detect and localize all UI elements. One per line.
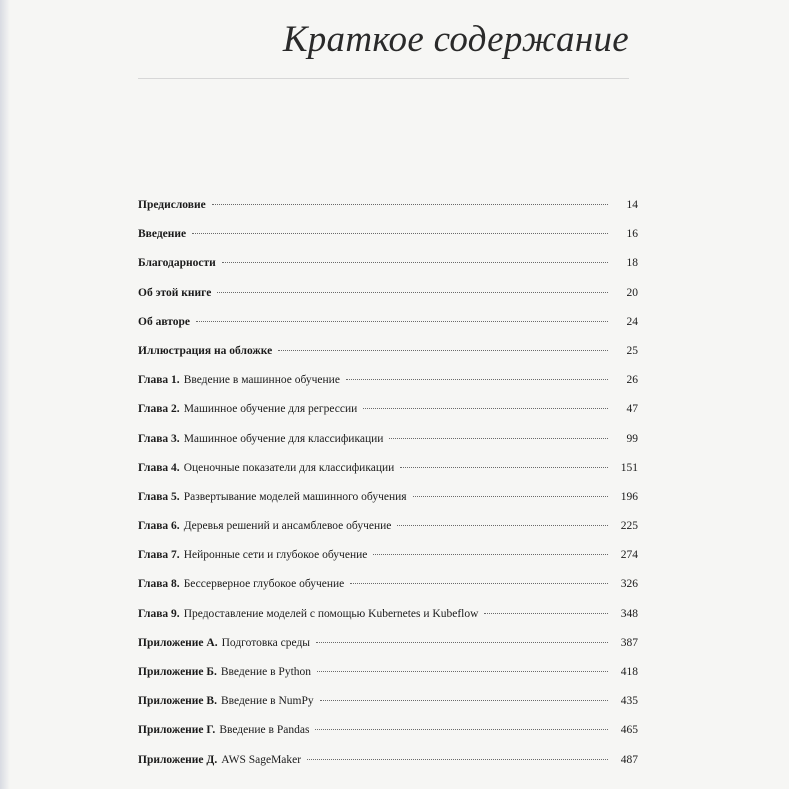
toc-entry-title (138, 191, 206, 220)
dot-leader (397, 525, 608, 526)
toc-entry (138, 220, 638, 249)
toc-entry-title (138, 629, 310, 658)
dot-leader (316, 642, 608, 643)
toc-entry-title (138, 512, 391, 541)
toc-page-number: 24 (626, 315, 638, 328)
toc-entry-label: Подготовка среды (221, 636, 311, 649)
table-of-contents (138, 191, 638, 775)
toc-page-number: 435 (620, 695, 638, 708)
toc-page-number: 387 (620, 636, 638, 649)
toc-page-number: 16 (626, 228, 638, 241)
dot-leader (484, 613, 608, 614)
toc-entry-title (138, 570, 344, 599)
toc-entry-label: Об этой книге (138, 286, 212, 299)
toc-entry-prefix: Глава 7. (138, 549, 180, 562)
toc-page-number: 196 (620, 490, 638, 503)
toc-entry (138, 541, 638, 570)
toc-entry-label: Деревья решений и ансамблевое обучение (183, 520, 392, 533)
toc-page-number: 99 (626, 432, 638, 445)
toc-entry (138, 512, 638, 541)
toc-page-number: 225 (620, 520, 638, 533)
toc-entry-prefix: Приложение Б. (138, 666, 217, 678)
toc-entry-title (138, 395, 357, 424)
toc-entry (138, 454, 638, 483)
toc-entry-title (138, 716, 309, 745)
toc-entry (138, 366, 638, 395)
toc-entry-title (138, 541, 367, 570)
toc-entry-title (138, 454, 394, 483)
toc-page-number: 18 (626, 257, 638, 270)
toc-page-number: 26 (626, 374, 638, 387)
toc-entry-prefix: Глава 5. (138, 490, 180, 503)
toc-entry-prefix: Глава 1. (138, 374, 180, 387)
toc-page-number: 20 (626, 286, 638, 299)
toc-entry (138, 395, 638, 424)
title-divider (138, 78, 629, 79)
toc-entry-prefix: Глава 4. (138, 461, 180, 474)
toc-entry-prefix: Приложение Д. (138, 753, 218, 766)
toc-entry (138, 191, 638, 220)
toc-entry (138, 337, 638, 366)
dot-leader (320, 700, 608, 701)
toc-entry-label: Предоставление моделей с помощью Kubernetes и Kubeflow (183, 607, 479, 620)
toc-entry-label: Введение в машинное обучение (183, 374, 340, 387)
toc-entry-label: Введение в Python (220, 666, 312, 678)
toc-page-number: 418 (620, 666, 638, 678)
toc-entry-title (138, 366, 340, 395)
toc-page-number: 348 (620, 607, 638, 620)
toc-page-number: 487 (620, 753, 638, 766)
toc-entry-label: Предисловие (138, 199, 206, 211)
toc-entry-label: Нейронные сети и глубокое обучение (183, 549, 368, 562)
toc-entry-prefix: Приложение А. (138, 636, 218, 649)
dot-leader (196, 321, 608, 322)
toc-entry-title (138, 746, 301, 775)
toc-entry-prefix: Глава 6. (138, 520, 180, 533)
toc-entry-prefix: Глава 2. (138, 403, 180, 416)
toc-entry (138, 483, 638, 512)
toc-entry-label: Введение в NumPy (220, 695, 314, 708)
toc-entry-label: Благодарности (138, 257, 216, 270)
toc-entry-title (138, 687, 314, 716)
toc-page-number: 151 (620, 461, 638, 474)
dot-leader (192, 233, 608, 234)
toc-page-number: 14 (626, 199, 638, 211)
toc-entry-label: Развертывание моделей машинного обучения (183, 490, 407, 503)
dot-leader (373, 554, 608, 555)
toc-entry (138, 249, 638, 278)
toc-entry-label: Введение в Pandas (219, 724, 310, 737)
toc-page-number: 274 (620, 549, 638, 562)
dot-leader (317, 671, 608, 672)
dot-leader (413, 496, 608, 497)
toc-entry (138, 308, 638, 337)
toc-page-number: 47 (626, 403, 638, 416)
dot-leader (278, 350, 608, 351)
toc-entry-prefix: Глава 8. (138, 578, 180, 591)
toc-entry-title (138, 425, 383, 454)
toc-entry (138, 687, 638, 716)
toc-entry-label: Введение (138, 228, 187, 241)
toc-entry-prefix: Приложение Г. (138, 724, 216, 737)
toc-entry-label: Иллюстрация на обложке (138, 344, 273, 357)
toc-entry-prefix: Глава 3. (138, 432, 180, 445)
toc-entry-title (138, 279, 211, 308)
toc-entry (138, 746, 638, 775)
toc-page-number: 25 (626, 344, 638, 357)
dot-leader (217, 292, 608, 293)
dot-leader (307, 759, 608, 760)
toc-entry-label: Машинное обучение для классификации (183, 432, 384, 445)
dot-leader (212, 204, 608, 205)
dot-leader (400, 467, 608, 468)
toc-entry (138, 425, 638, 454)
toc-entry-title (138, 249, 216, 278)
dot-leader (315, 729, 608, 730)
toc-entry-label: Оценочные показатели для классификации (183, 461, 395, 474)
toc-entry-title (138, 483, 407, 512)
toc-entry-label: AWS SageMaker (221, 753, 302, 766)
toc-entry (138, 629, 638, 658)
toc-entry-title (138, 658, 311, 687)
page-title: Краткое содержание (282, 19, 629, 60)
toc-entry-title (138, 337, 272, 366)
dot-leader (363, 408, 608, 409)
toc-entry-label: Машинное обучение для регрессии (183, 403, 358, 416)
toc-entry (138, 600, 638, 629)
toc-entry-title (138, 308, 190, 337)
toc-entry (138, 716, 638, 745)
toc-entry-label: Бессерверное глубокое обучение (183, 578, 345, 591)
toc-entry (138, 279, 638, 308)
toc-entry-label: Об авторе (138, 315, 190, 328)
toc-entry-prefix: Приложение В. (138, 695, 217, 708)
toc-entry-prefix: Глава 9. (138, 607, 180, 620)
toc-page-number: 465 (620, 724, 638, 737)
page-edge (0, 0, 10, 789)
toc-entry-title (138, 600, 478, 629)
dot-leader (346, 379, 608, 380)
toc-entry (138, 658, 638, 687)
toc-entry-title (138, 220, 186, 249)
dot-leader (222, 262, 608, 263)
toc-page-number: 326 (620, 578, 638, 591)
dot-leader (389, 438, 608, 439)
toc-entry (138, 570, 638, 599)
dot-leader (350, 583, 608, 584)
